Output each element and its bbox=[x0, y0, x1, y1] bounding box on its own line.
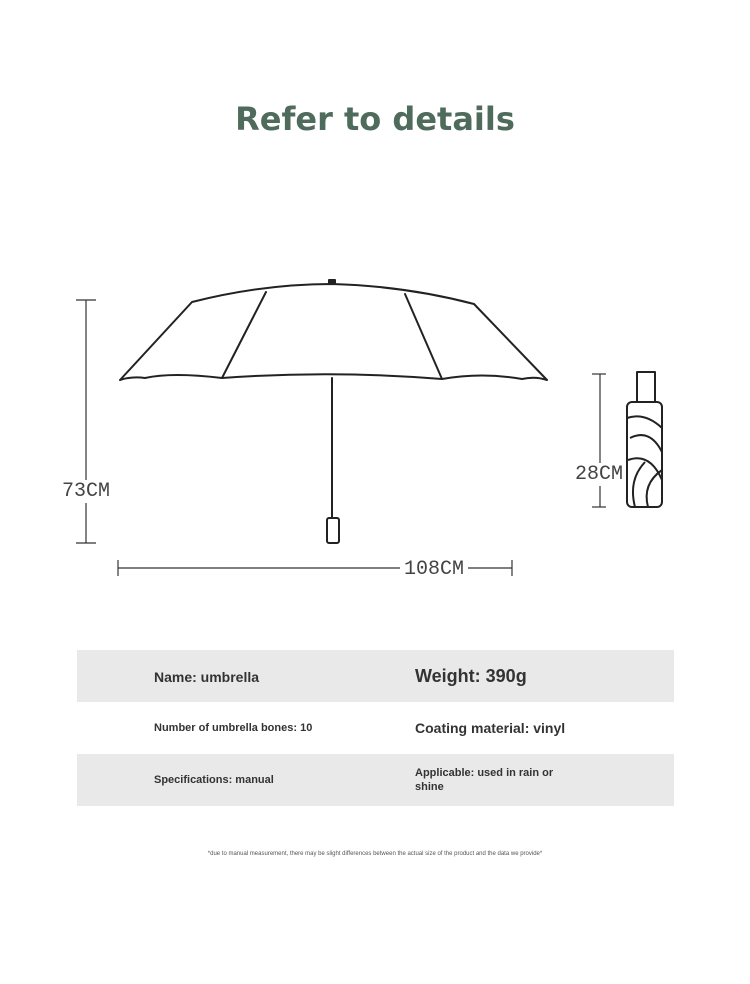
spec-row bbox=[77, 702, 674, 754]
spec-table bbox=[77, 650, 674, 806]
height-dimension-line bbox=[76, 300, 96, 543]
page-title: Refer to details bbox=[235, 100, 515, 138]
canopy-outline bbox=[120, 284, 547, 380]
folded-fold-3 bbox=[628, 458, 662, 480]
folded-handle bbox=[637, 372, 655, 402]
spec-bones: Number of umbrella bones: 10 bbox=[154, 722, 313, 734]
spec-row bbox=[77, 754, 674, 806]
spec-weight: Weight: 390g bbox=[415, 666, 527, 686]
folded-fold-2 bbox=[630, 435, 662, 452]
spec-coating: Coating material: vinyl bbox=[415, 720, 566, 736]
measurement-note: *due to manual measurement, there may be slight differences between the actual size of the product and the data we provide* bbox=[207, 851, 543, 857]
height-label: 73CM bbox=[62, 480, 111, 503]
folded-length-label: 28CM bbox=[575, 463, 624, 486]
spec-name: Name: umbrella bbox=[154, 669, 260, 685]
folded-umbrella bbox=[627, 372, 662, 507]
spec-specifications: Specifications: manual bbox=[154, 774, 274, 786]
folded-dimension-line bbox=[592, 374, 606, 507]
open-umbrella bbox=[120, 280, 547, 543]
canopy-rib-left bbox=[222, 292, 266, 378]
spec-applicable: Applicable: used in rain or shine bbox=[415, 767, 554, 793]
canopy-rib-right bbox=[405, 294, 442, 379]
width-label: 108CM bbox=[400, 558, 468, 581]
umbrella-handle bbox=[327, 518, 339, 543]
folded-fold-1 bbox=[627, 416, 662, 428]
spec-row bbox=[77, 650, 674, 702]
folded-fold-4 bbox=[633, 462, 645, 507]
umbrella-tip bbox=[329, 280, 335, 284]
